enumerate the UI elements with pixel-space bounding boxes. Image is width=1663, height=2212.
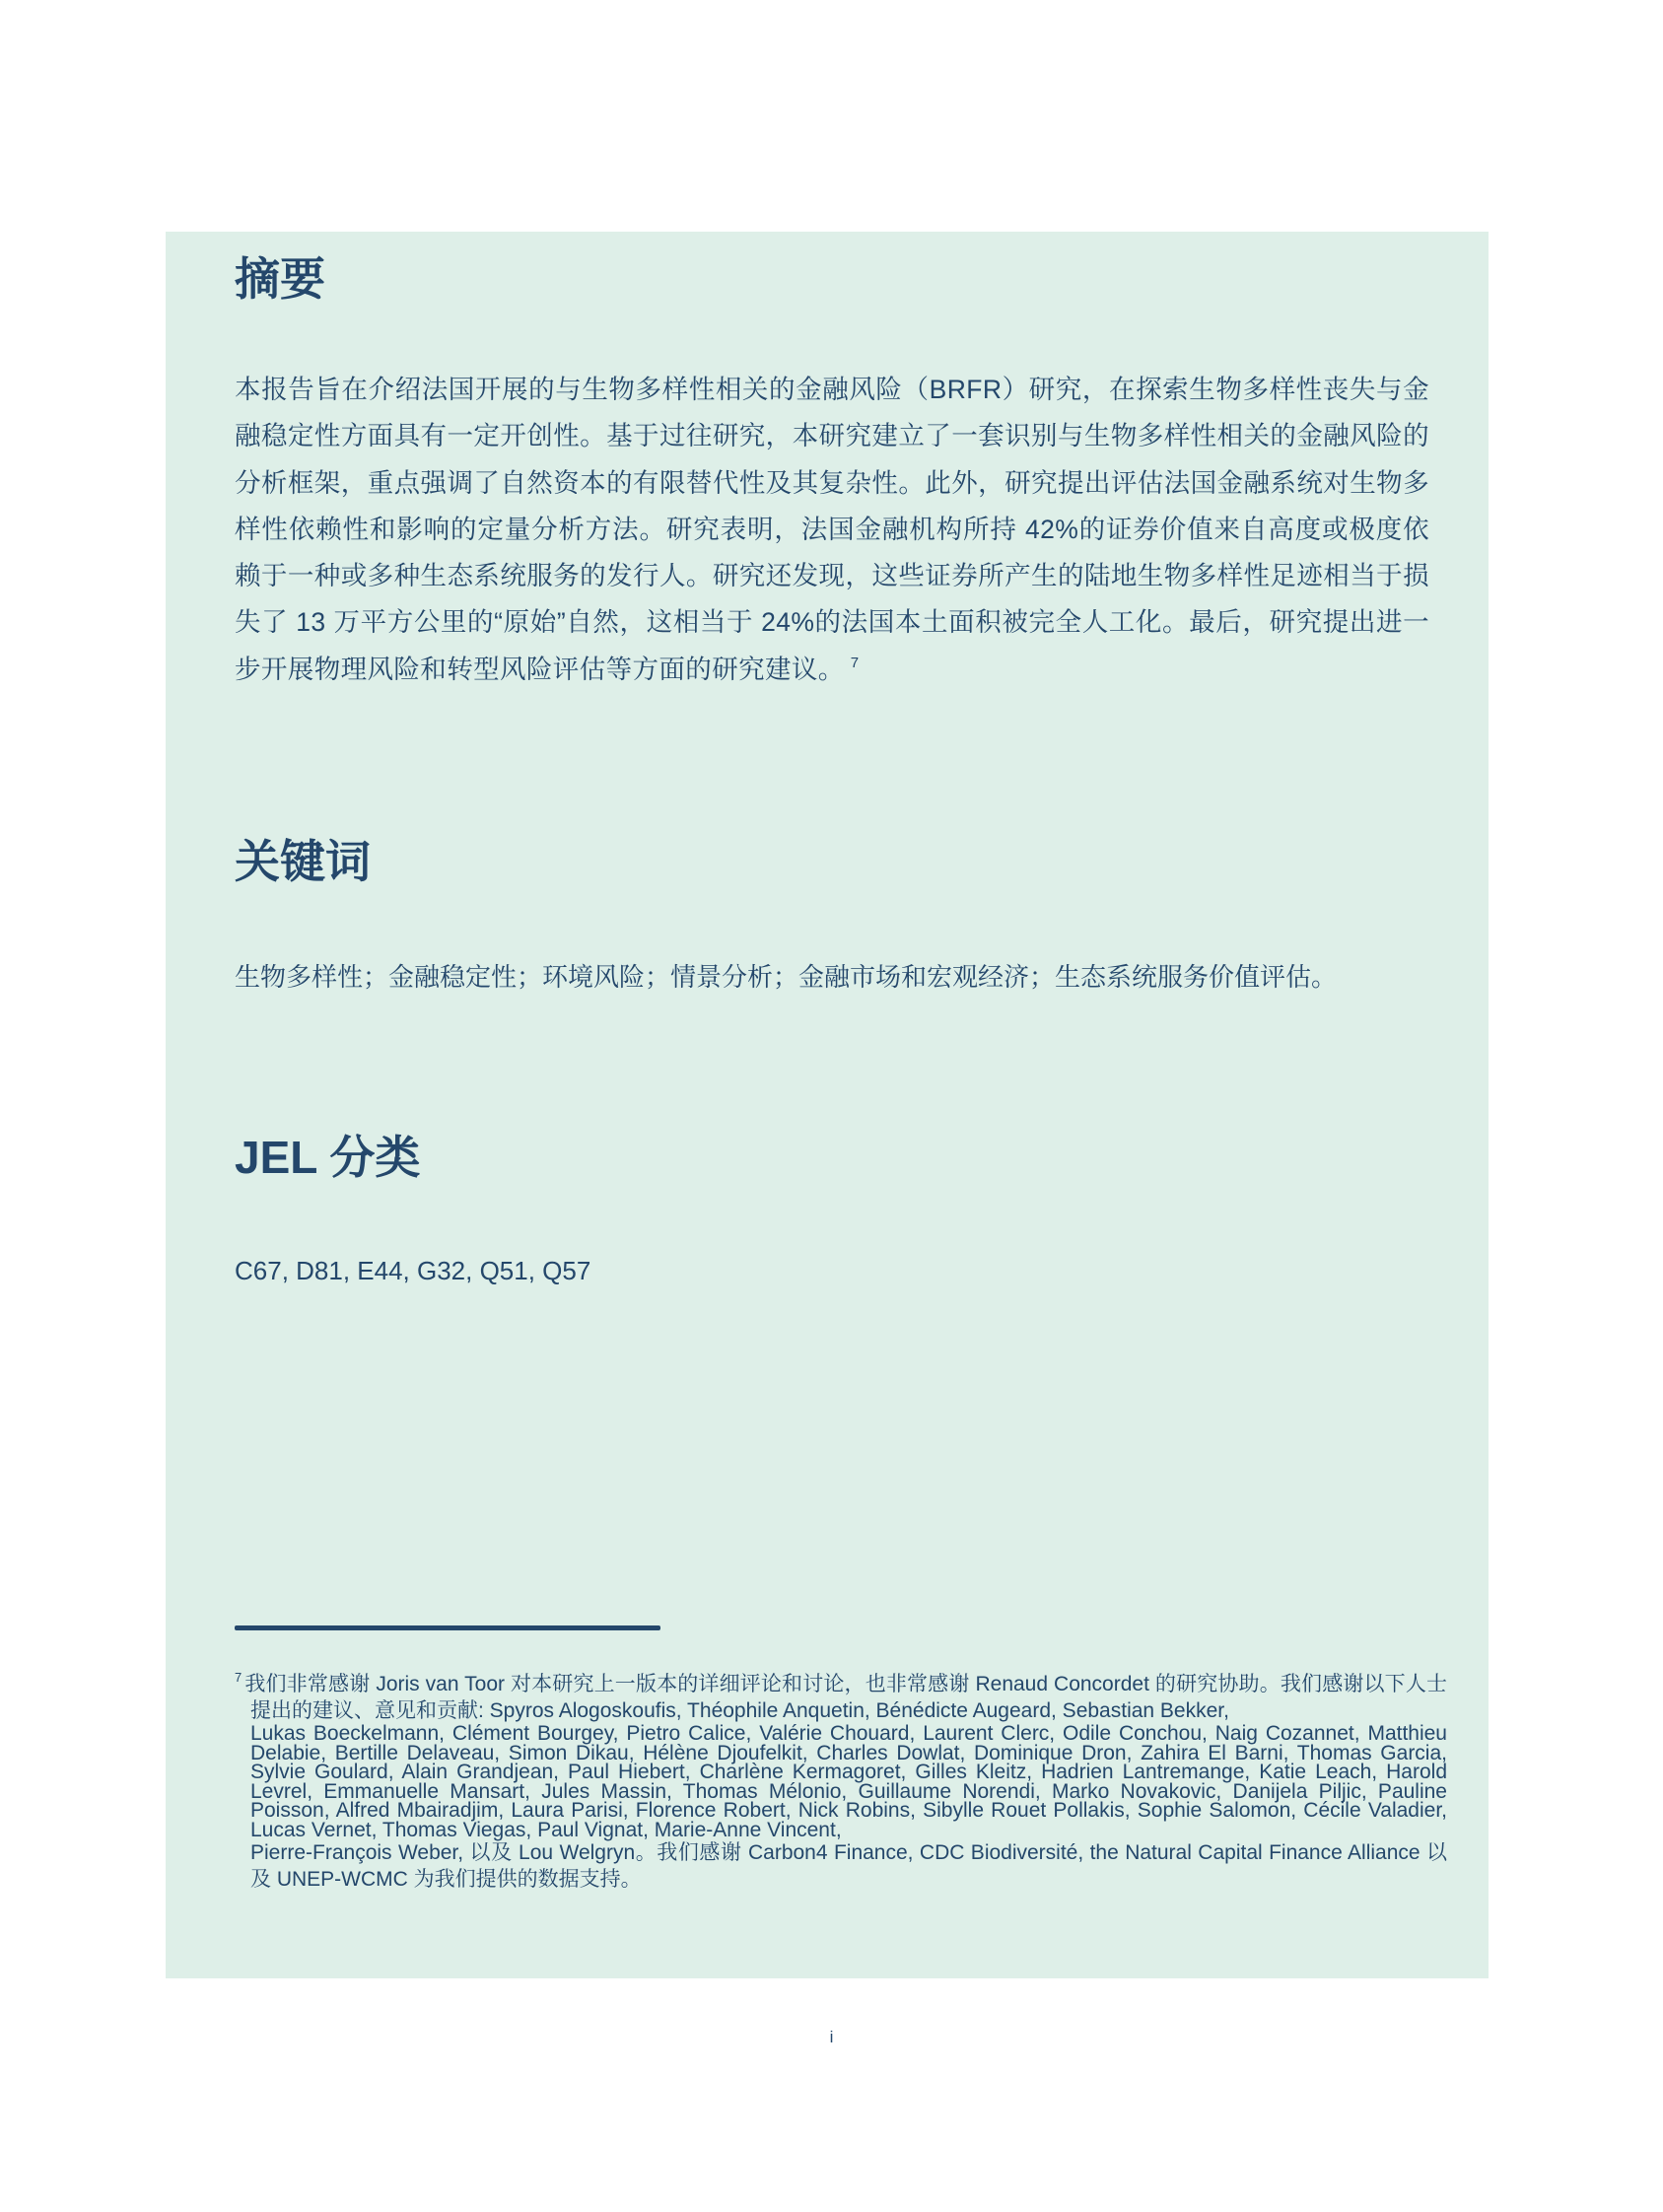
footnote-marker: 7 (235, 1670, 243, 1685)
footnote (235, 1671, 1447, 1893)
footnote-names: Lukas Boeckelmann, Clément Bourgey, Pietro Calice, Valérie Chouard, Laurent Clerc, Odile Conchou, Naig Cozannet, Matthieu Delabie, Bertille Delaveau, Simon Dikau, Hélène Djoufelkit, Charles Dowlat, Dominique Dron, Zahira El Barni, Thomas Garcia, Sylvie Goulard, Alain Grandjean, Paul Hiebert, Charlène Kermagoret, Gilles Kleitz, Hadrien Lantremange, Katie Leach, Harold Levrel, Emmanuelle Mansart, Jules Massin, Thomas Mélonio, Guillaume Norendi, Marko Novakovic, Danijela Piljic, Pauline Poisson, Alfred Mbairadjim, Laura Parisi, Florence Robert, Nick Robins, Sibylle Rouet Pollakis, Sophie Salomon, Cécile Valadier, Lucas Vernet, Thomas Viegas, Paul Vignat, Marie-Anne Vincent, (250, 1722, 1447, 1841)
abstract-text (235, 367, 1429, 693)
footnote-reference[interactable]: 7 (850, 654, 860, 671)
jel-codes: C67, D81, E44, G32, Q51, Q57 (235, 1256, 591, 1285)
page-number: i (829, 2028, 834, 2046)
footnote-intro: 我们非常感谢 Joris van Toor 对本研究上一版本的详细评论和讨论，也非常感谢 Renaud Concordet 的研究协助。我们感谢以下人士提出的建议、意见和贡献: Spyros Alogoskoufis, Théophile Anquetin, Bénédicte Augeard, Sebastian Bekker, (244, 1673, 1447, 1722)
abstract-body: 本报告旨在介绍法国开展的与生物多样性相关的金融风险（BRFR）研究，在探索生物多样性丧失与金融稳定性方面具有一定开创性。基于过往研究，本研究建立了一套识别与生物多样性相关的金融风险的分析框架，重点强调了自然资本的有限替代性及其复杂性。此外，研究提出评估法国金融系统对生物多样性依赖性和影响的定量分析方法。研究表明，法国金融机构所持 42%的证券价值来自高度或极度依赖于一种或多种生态系统服务的发行人。研究还发现，这些证券所产生的陆地生物多样性足迹相当于损失了 13 万平方公里的“原始”自然，这相当于 24%的法国本土面积被完全人工化。最后，研究提出进一步开展物理风险和转型风险评估等方面的研究建议。 (235, 375, 1429, 684)
jel-heading: JEL 分类 (235, 1132, 421, 1183)
content-panel (166, 232, 1489, 1978)
keywords-text: 生物多样性；金融稳定性；环境风险；情景分析；金融市场和宏观经济；生态系统服务价值评估。 (235, 962, 1338, 992)
footnote-separator (235, 1625, 660, 1630)
keywords-heading: 关键词 (235, 836, 371, 887)
abstract-heading: 摘要 (235, 253, 325, 305)
footnote-outro: Pierre-François Weber, 以及 Lou Welgryn。我们感谢 Carbon4 Finance, CDC Biodiversité, the Natural Capital Finance Alliance 以及 UNEP-WCMC 为我们提供的数据支持。 (250, 1841, 1447, 1891)
